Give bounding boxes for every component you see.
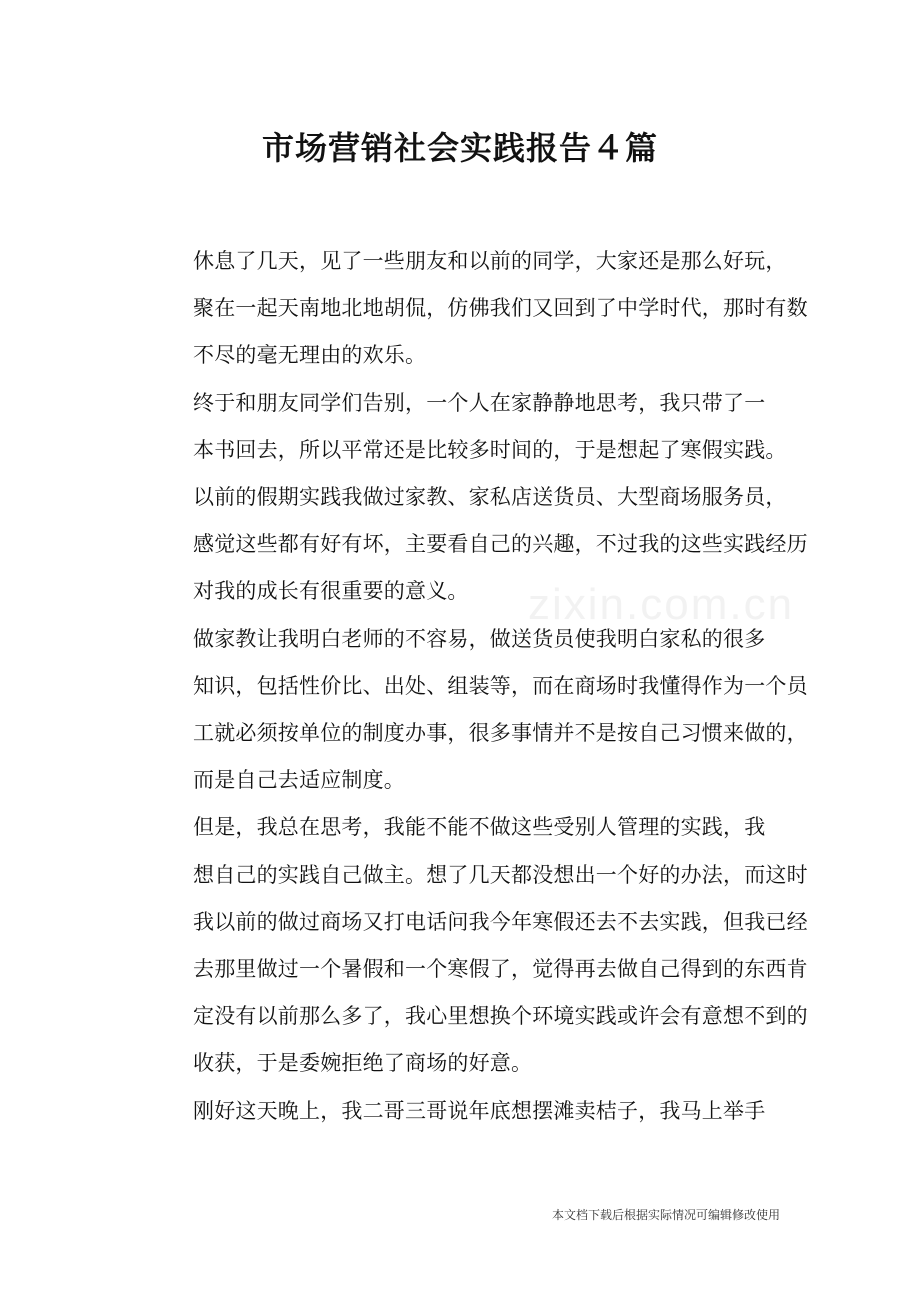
document-title: 市场营销社会实践报告４篇 bbox=[261, 129, 658, 167]
text-line: 想自己的实践自己做主。想了几天都没想出一个好的办法，而这时 bbox=[193, 862, 808, 887]
text-line: 终于和朋友同学们告别，一个人在家静静地思考，我只带了一 bbox=[193, 390, 766, 415]
text-line: 刚好这天晚上，我二哥三哥说年底想摆滩卖桔子，我马上举手 bbox=[193, 1098, 766, 1123]
text-line: 休息了几天，见了一些朋友和以前的同学，大家还是那么好玩， bbox=[193, 249, 787, 273]
text-line: 对我的成长有很重要的意义。 bbox=[193, 579, 469, 604]
paragraph-6 bbox=[138, 1088, 798, 1135]
text-line: 收获，于是委婉拒绝了商场的好意。 bbox=[193, 1051, 533, 1076]
paragraph-4 bbox=[138, 616, 808, 805]
paragraph-2 bbox=[138, 380, 798, 474]
text-line: 知识，包括性价比、出处、组装等，而在商场时我懂得作为一个员 bbox=[193, 673, 808, 698]
text-line: 而是自己去适应制度。 bbox=[193, 768, 405, 793]
text-line: 做家教让我明白老师的不容易，做送货员使我明白家私的很多 bbox=[193, 626, 766, 651]
text-line: 我以前的做过商场又打电话问我今年寒假还去不去实践，但我已经 bbox=[193, 909, 808, 934]
text-line: 本书回去，所以平常还是比较多时间的，于是想起了寒假实践。 bbox=[193, 437, 787, 462]
document-body bbox=[138, 238, 808, 1135]
text-line: 去那里做过一个暑假和一个寒假了，觉得再去做自己得到的东西肯 bbox=[193, 957, 808, 982]
text-line: 定没有以前那么多了，我心里想换个环境实践或许会有意想不到的 bbox=[193, 1004, 808, 1029]
paragraph-3 bbox=[138, 474, 808, 616]
text-line: 以前的假期实践我做过家教、家私店送货员、大型商场服务员， bbox=[193, 485, 787, 510]
watermark: zixin.com.cn bbox=[528, 580, 795, 629]
paragraph-5 bbox=[138, 804, 808, 1087]
footer-note: 本文档下载后根据实际情况可编辑修改使用 bbox=[551, 1208, 780, 1222]
text-line: 但是，我总在思考，我能不能不做这些受别人管理的实践，我 bbox=[193, 815, 766, 840]
paragraph-1 bbox=[138, 238, 808, 380]
text-line: 聚在一起天南地北地胡侃，仿佛我们又回到了中学时代，那时有数 bbox=[193, 296, 808, 321]
text-line: 工就必须按单位的制度办事，很多事情并不是按自己习惯来做的， bbox=[193, 721, 808, 746]
text-line: 感觉这些都有好有坏，主要看自己的兴趣，不过我的这些实践经历 bbox=[193, 532, 808, 557]
text-line: 不尽的毫无理由的欢乐。 bbox=[193, 343, 427, 368]
